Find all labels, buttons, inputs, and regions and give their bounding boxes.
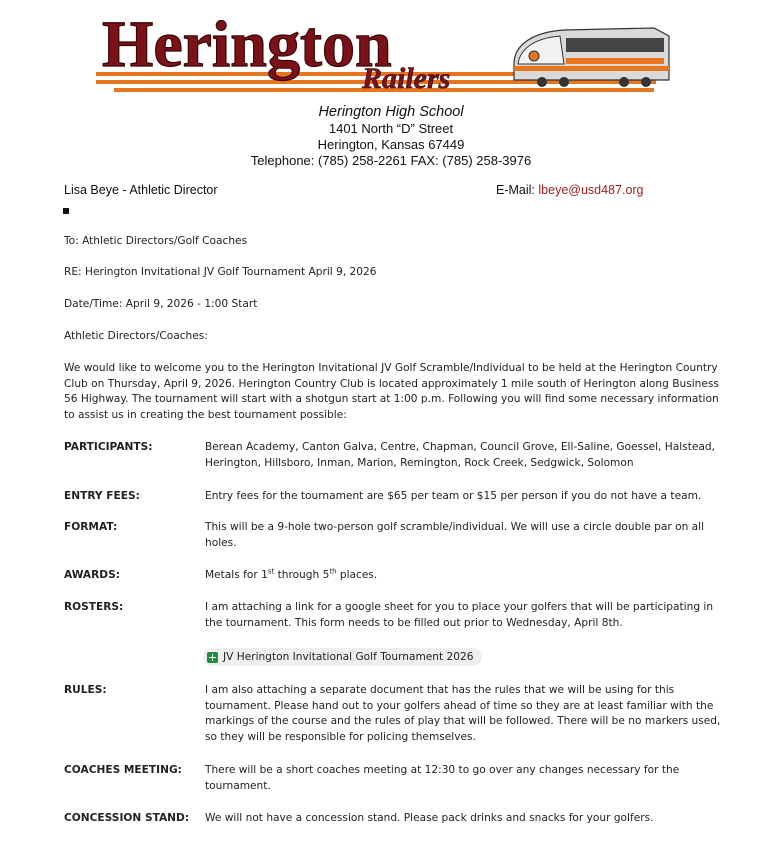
section-text: Berean Academy, Canton Galva, Centre, Chapman, Council Grove, Ell-Saline, Goessel, Halstead, Herington, Hillsboro, Inman, Marion, Remington, Rock Creek, Sedgwick, Solomon xyxy=(205,441,715,469)
section-label: AWARDS: xyxy=(64,569,120,581)
section-label: ROSTERS: xyxy=(64,601,124,613)
section-label: COACHES MEETING: xyxy=(64,764,182,776)
section-text: I am also attaching a separate document that has the rules that we will be using for this tournament. Please hand out to your golfers ahead of time so they are at least familiar with the markings of the course and the rules of play that will be followed. There will be no markers used, so they will be responsible for policing themselves. xyxy=(205,684,721,743)
google-sheets-icon xyxy=(207,652,218,663)
logo-wordmark: Herington xyxy=(102,8,392,81)
school-phone: Telephone: (785) 258-2261 FAX: (785) 258-3976 xyxy=(250,153,532,168)
email-block xyxy=(496,183,644,197)
school-address-line2: Herington, Kansas 67449 xyxy=(317,137,465,152)
logo-script: Railers xyxy=(362,62,451,95)
athletic-director: Lisa Beye - Athletic Director xyxy=(64,183,218,197)
memo-re: RE: Herington Invitational JV Golf Tournament April 9, 2026 xyxy=(64,266,377,278)
section-label: RULES: xyxy=(64,684,107,696)
section-label: FORMAT: xyxy=(64,521,118,533)
memo-intro: We would like to welcome you to the Herington Invitational JV Golf Scramble/Individual to be held at the Herington Country Club on Thursday, April 9, 2026. Herington Country Club is located approximately 1 mile south of Herington along Business 56 Highway. The tournament will start with a shotgun start at 1:00 p.m. Following you will find some necessary information to assist us in creating the best tournament possible: xyxy=(64,362,719,421)
bullet-marker xyxy=(63,208,69,214)
memo-salutation: Athletic Directors/Coaches: xyxy=(64,330,208,342)
email-link[interactable]: lbeye@usd487.org xyxy=(538,183,644,197)
memo-date: Date/Time: April 9, 2026 - 1:00 Start xyxy=(64,298,258,310)
section-text: I am attaching a link for a google sheet for you to place your golfers that will be participating in the tournament. This form needs to be filled out prior to Wednesday, April 8th. xyxy=(205,601,714,629)
section-text: We will not have a concession stand. Please pack drinks and snacks for your golfers. xyxy=(205,812,654,824)
memo-to: To: Athletic Directors/Golf Coaches xyxy=(64,235,248,247)
train-engine-icon xyxy=(514,28,669,87)
school-name: Herington High School xyxy=(318,104,464,120)
section-text: This will be a 9-hole two-person golf scramble/individual. We will use a circle double par on all holes. xyxy=(205,521,705,549)
school-address-line1: 1401 North “D” Street xyxy=(328,121,454,136)
google-sheet-link-chip[interactable] xyxy=(203,648,482,666)
section-text: Metals for 1st through 5th places. xyxy=(205,567,378,581)
google-sheet-link-label: JV Herington Invitational Golf Tournament 2026 xyxy=(223,651,474,663)
section-label: ENTRY FEES: xyxy=(64,490,140,502)
email-label: E-Mail: xyxy=(496,183,535,197)
herington-railers-logo xyxy=(94,6,674,102)
section-text: Entry fees for the tournament are $65 per team or $15 per person if you do not have a team. xyxy=(205,490,702,502)
section-label: CONCESSION STAND: xyxy=(64,812,190,824)
section-label: PARTICIPANTS: xyxy=(64,441,153,453)
section-text: There will be a short coaches meeting at 12:30 to go over any changes necessary for the tournament. xyxy=(205,764,680,792)
